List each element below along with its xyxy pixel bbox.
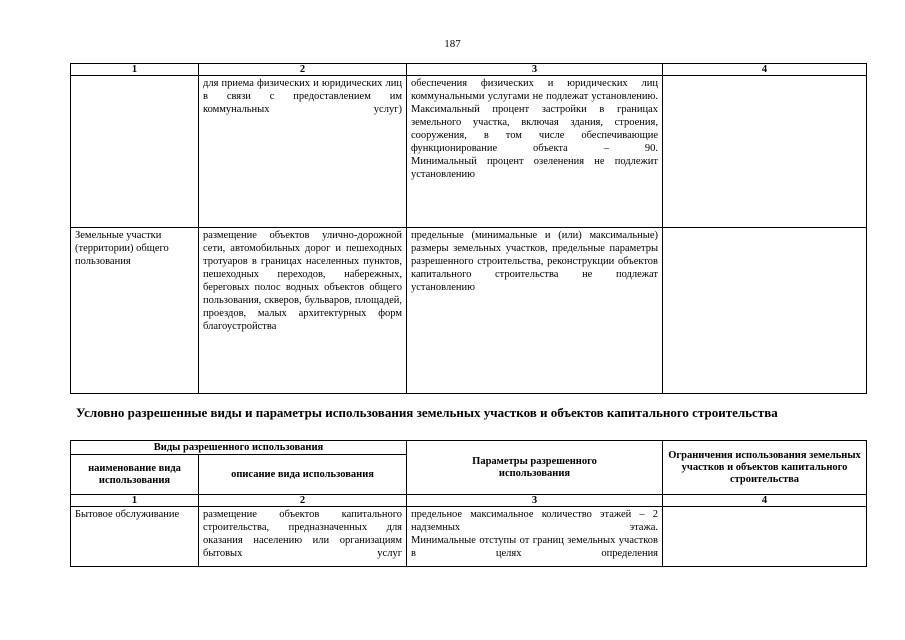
col-number: 2 [199, 495, 407, 507]
header-group: Виды разрешенного использования [71, 441, 407, 455]
parameter-text: Минимальный процент озеленения не подлежит установлению [411, 156, 658, 180]
cell-description: для приема физических и юридических лиц в связи с предоставлением им коммунальных услуг) [199, 76, 407, 228]
cell-name [71, 76, 199, 228]
col-number: 2 [199, 64, 407, 76]
parameter-text: обеспечения физических и юридических лиц коммунальными услугами не подлежат установлению. [411, 78, 658, 102]
col-number: 3 [407, 495, 663, 507]
section-title: Условно разрешенные виды и параметры использования земельных участков и объектов капитального строительства [76, 405, 778, 420]
cell-parameters [407, 507, 663, 567]
page-number: 187 [444, 38, 461, 50]
cell-limits [663, 228, 867, 394]
table-conditional-uses [70, 440, 867, 567]
cell-parameters: предельные (минимальные и (или) максимальные) размеры земельных участков, предельные параметры разрешенного строительства, реконструкции объектов капитального строительства не подлежат установлению [407, 228, 663, 394]
header-description: описание вида использования [199, 455, 407, 495]
col-number: 1 [71, 64, 199, 76]
parameter-text: предельное максимальное количество этажей – 2 надземных этажа. [411, 509, 659, 533]
parameter-text: Минимальные отступы от границ земельных участков в целях определения [411, 535, 659, 559]
cell-name: Земельные участки (территории) общего пользования [71, 228, 199, 394]
col-number: 1 [71, 495, 199, 507]
column-number-row [71, 64, 867, 76]
column-number-row [71, 495, 867, 507]
parameter-text: Максимальный процент застройки в границах земельного участка, включая здания, строения, сооружения, в том числе обеспечивающие функционирование объекта – 90. [411, 104, 658, 154]
table-row [71, 76, 867, 228]
col-number: 4 [663, 64, 867, 76]
col-number: 4 [663, 495, 867, 507]
table-row [71, 507, 867, 567]
table-row [71, 228, 867, 394]
col-number: 3 [407, 64, 663, 76]
header-row [71, 441, 867, 455]
cell-description: размещение объектов улично-дорожной сети, автомобильных дорог и пешеходных тротуаров в границах населенных пунктов, пешеходных переходов, набережных, береговых полос водных объектов общего пользования, скверов, бульваров, площадей, проездов, малых архитектурных форм благоустройства [199, 228, 407, 394]
cell-limits [663, 76, 867, 228]
header-parameters: Параметры разрешенного использования [407, 441, 663, 495]
cell-description: размещение объектов капитального строительства, предназначенных для оказания населению или организациям бытовых услуг [199, 507, 407, 567]
cell-limits [663, 507, 867, 567]
header-limits: Ограничения использования земельных участков и объектов капитального строительства [663, 441, 867, 495]
cell-parameters [407, 76, 663, 228]
cell-name: Бытовое обслуживание [71, 507, 199, 567]
table-permitted-uses-continued [70, 63, 867, 394]
header-name: наименование вида использования [71, 455, 199, 495]
